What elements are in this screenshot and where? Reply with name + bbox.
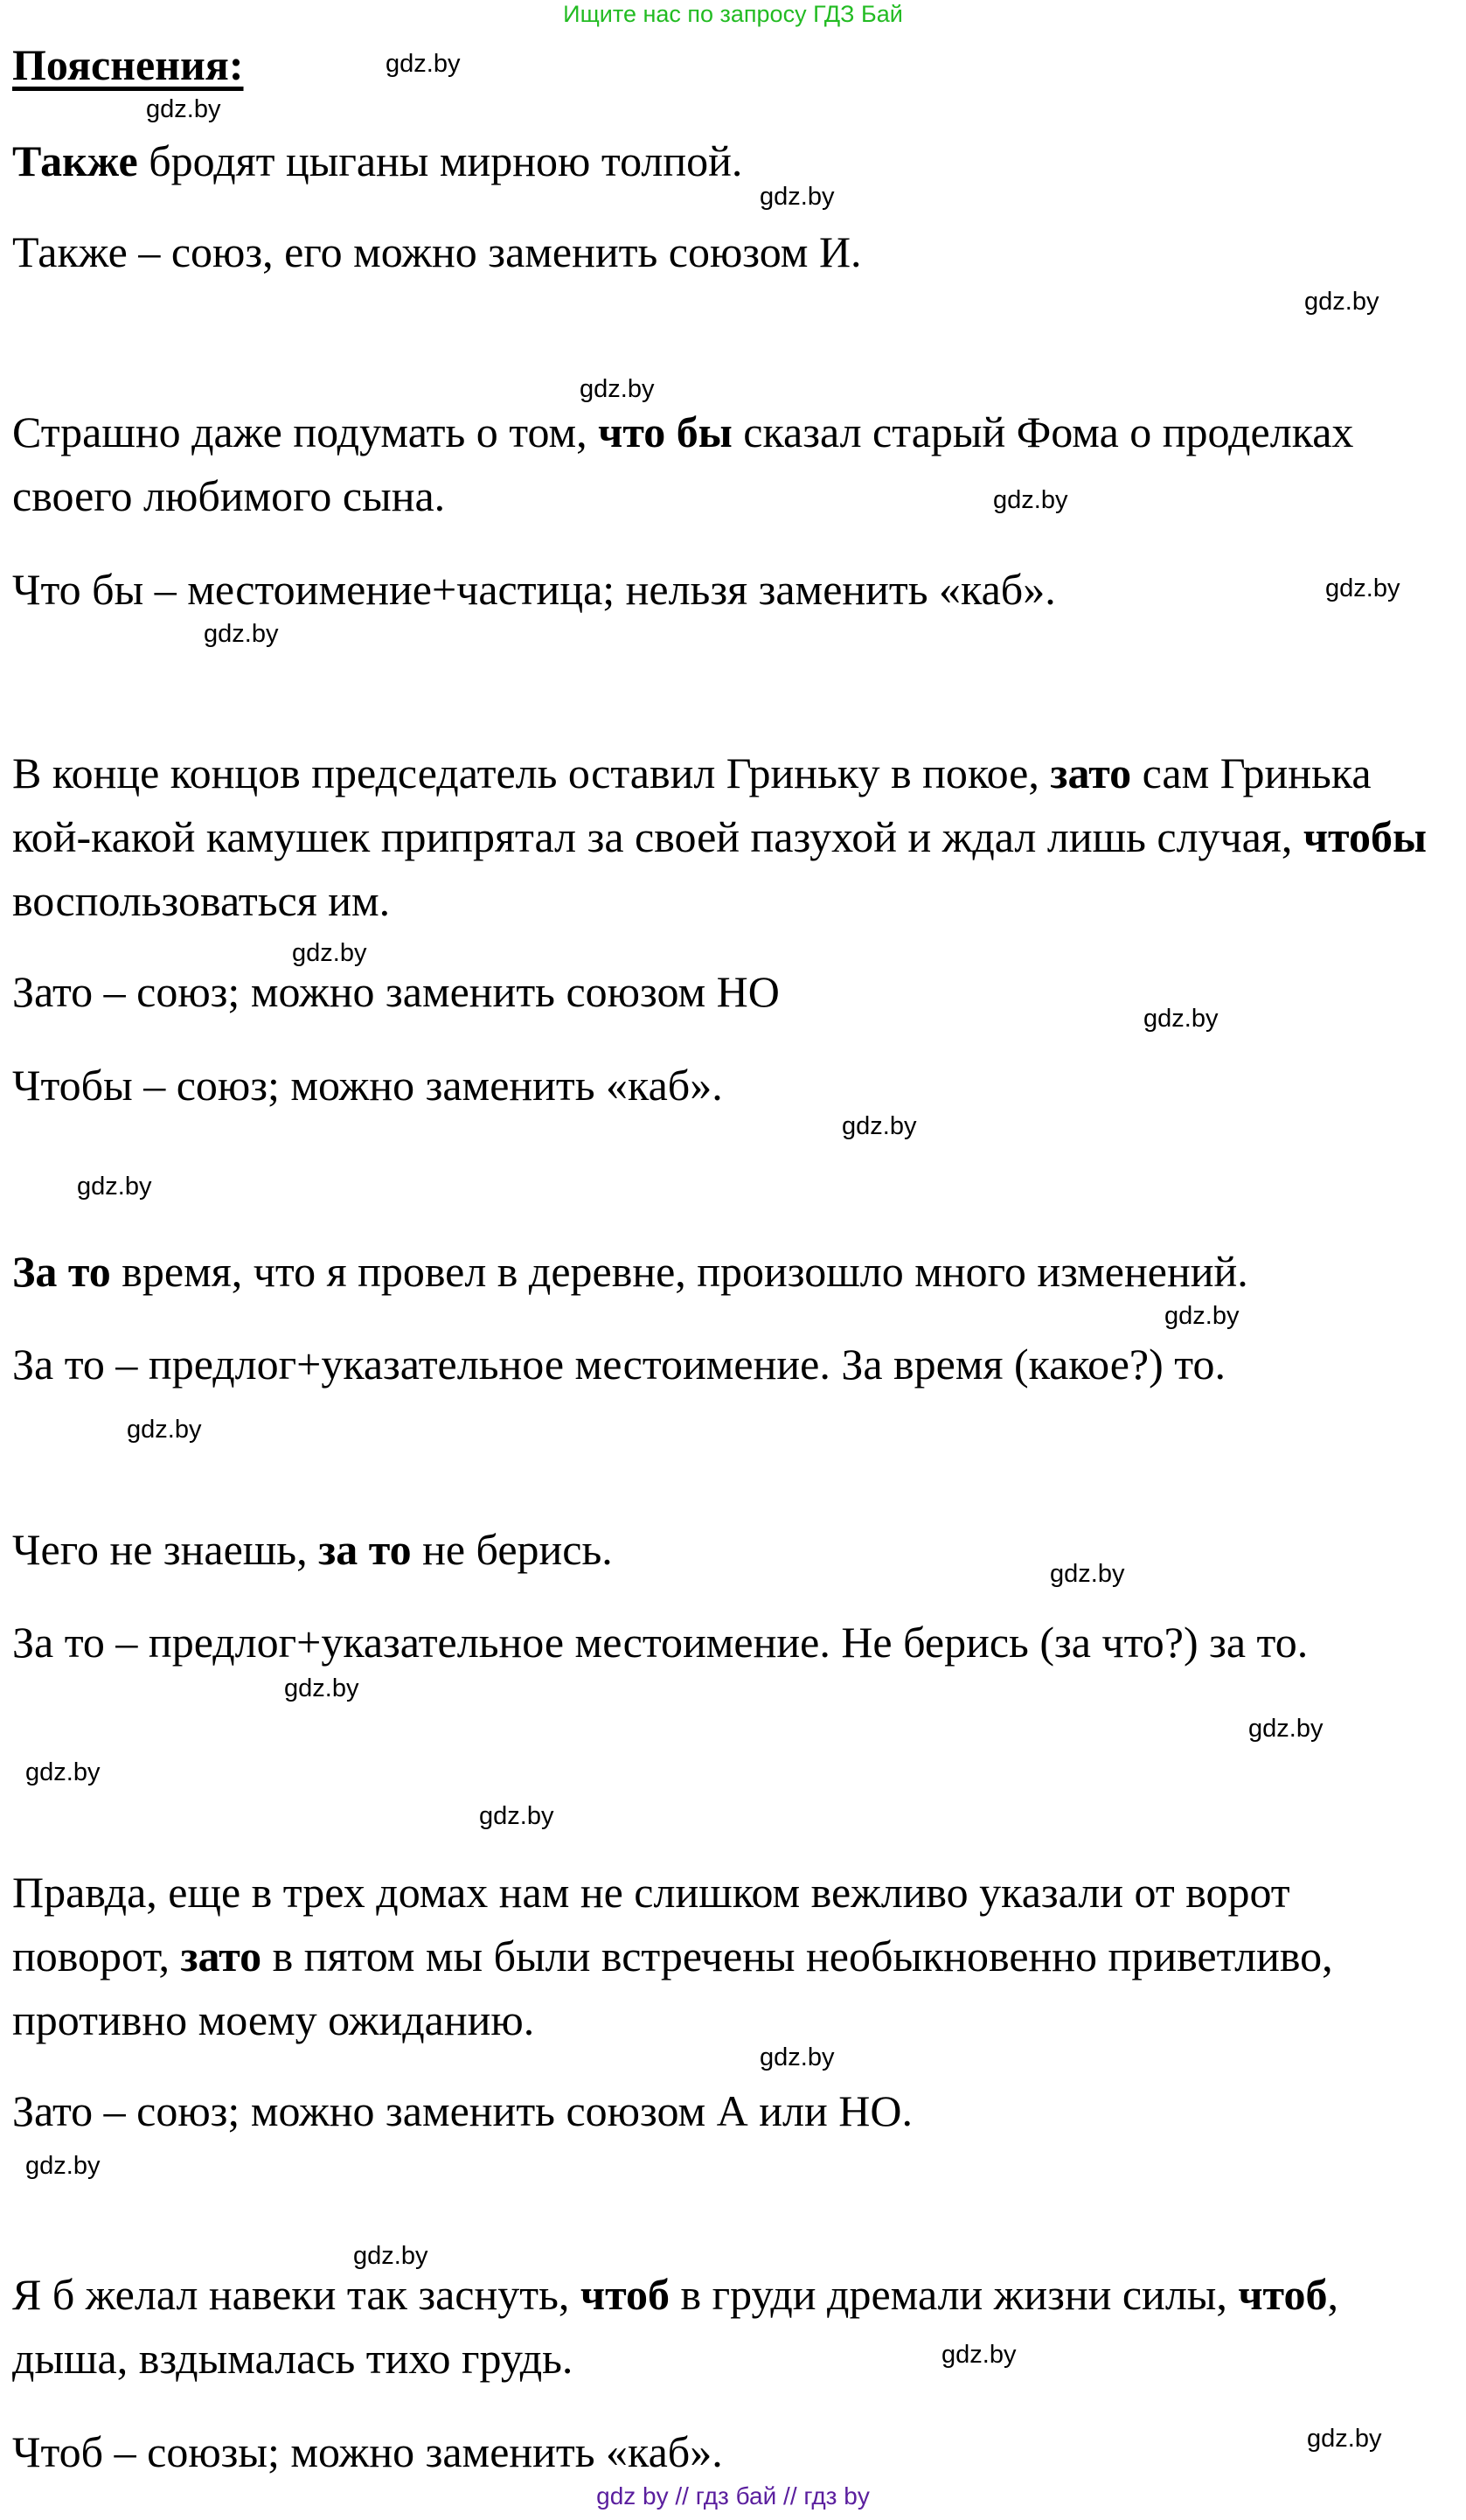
emphasized-word: зато [1050, 748, 1132, 797]
emphasized-word: Также [12, 136, 138, 185]
watermark: gdz.by [1164, 1302, 1240, 1330]
watermark: gdz.by [386, 50, 461, 78]
watermark: gdz.by [1325, 574, 1400, 602]
watermark: gdz.by [479, 1802, 554, 1830]
paragraph: Правда, еще в трех домах нам не слишком вежливо указали от ворот поворот, зато в пятом мы были встречены необыкновенно приветливо, противно моему ожиданию. [12, 1868, 1333, 2044]
emphasized-word: чтоб [580, 2270, 670, 2319]
watermark: gdz.by [1248, 1715, 1324, 1743]
emphasized-word: за то [318, 1525, 412, 1574]
watermark: gdz.by [1050, 1560, 1125, 1588]
watermark: gdz.by [25, 1758, 101, 1786]
paragraph: Чтоб – союзы; можно заменить «каб». [12, 2427, 723, 2476]
emphasized-word: зато [180, 1932, 262, 1980]
watermark: gdz.by [993, 486, 1068, 514]
watermark: gdz.by [204, 620, 279, 648]
emphasized-word: чтоб [1238, 2270, 1328, 2319]
paragraph: Чтобы – союз; можно заменить «каб». [12, 1061, 723, 1110]
paragraph: Страшно даже подумать о том, что бы сказал старый Фома о проделках своего любимого сына. [12, 407, 1354, 520]
paragraph: Также – союз, его можно заменить союзом И. [12, 227, 862, 276]
watermark: gdz.by [127, 1416, 202, 1444]
watermark: gdz.by [292, 939, 367, 967]
emphasized-word: чтобы [1303, 812, 1427, 861]
paragraph: В конце концов председатель оставил Гриньку в покое, зато сам Гринька кой-какой камушек припрятал за своей пазухой и ждал лишь случая, чтобы воспользоваться им. [12, 748, 1427, 925]
paragraph: Зато – союз; можно заменить союзом НО [12, 967, 780, 1016]
watermark: gdz.by [284, 1674, 359, 1702]
watermark: gdz.by [580, 375, 655, 403]
page-heading: Пояснения: [12, 40, 244, 89]
emphasized-word: что бы [598, 407, 733, 456]
paragraph: Зато – союз; можно заменить союзом А или НО. [12, 2086, 913, 2135]
watermark: gdz.by [941, 2341, 1017, 2369]
paragraph: За то – предлог+указательное местоимение. За время (какое?) то. [12, 1340, 1226, 1389]
paragraph: Также бродят цыганы мирною толпой. [12, 136, 743, 185]
watermark: gdz.by [760, 2043, 835, 2071]
paragraph: Я б желал навеки так заснуть, чтоб в груди дремали жизни силы, чтоб, дыша, вздымалась тихо грудь. [12, 2270, 1338, 2383]
watermark: gdz.by [25, 2152, 101, 2180]
watermark: gdz.by [77, 1173, 152, 1201]
watermark: gdz.by [146, 95, 221, 123]
watermark: gdz.by [1307, 2425, 1382, 2453]
watermark: gdz.by [1143, 1005, 1219, 1033]
watermark: gdz.by [1304, 288, 1379, 316]
watermark: gdz.by [353, 2242, 428, 2270]
paragraph: Чего не знаешь, за то не берись. [12, 1525, 613, 1574]
emphasized-word: За то [12, 1247, 111, 1296]
watermark: gdz.by [760, 183, 835, 211]
paragraph: Что бы – местоимение+частица; нельзя заменить «каб». [12, 565, 1056, 614]
paragraph: За то время, что я провел в деревне, произошло много изменений. [12, 1247, 1248, 1296]
watermark: gdz.by [842, 1112, 917, 1140]
paragraph: За то – предлог+указательное местоимение. Не берись (за что?) за то. [12, 1618, 1309, 1667]
footer-links: gdz by // гдз бай // гдз by [596, 2482, 870, 2510]
search-banner: Ищите нас по запросу ГДЗ Бай [563, 1, 903, 27]
